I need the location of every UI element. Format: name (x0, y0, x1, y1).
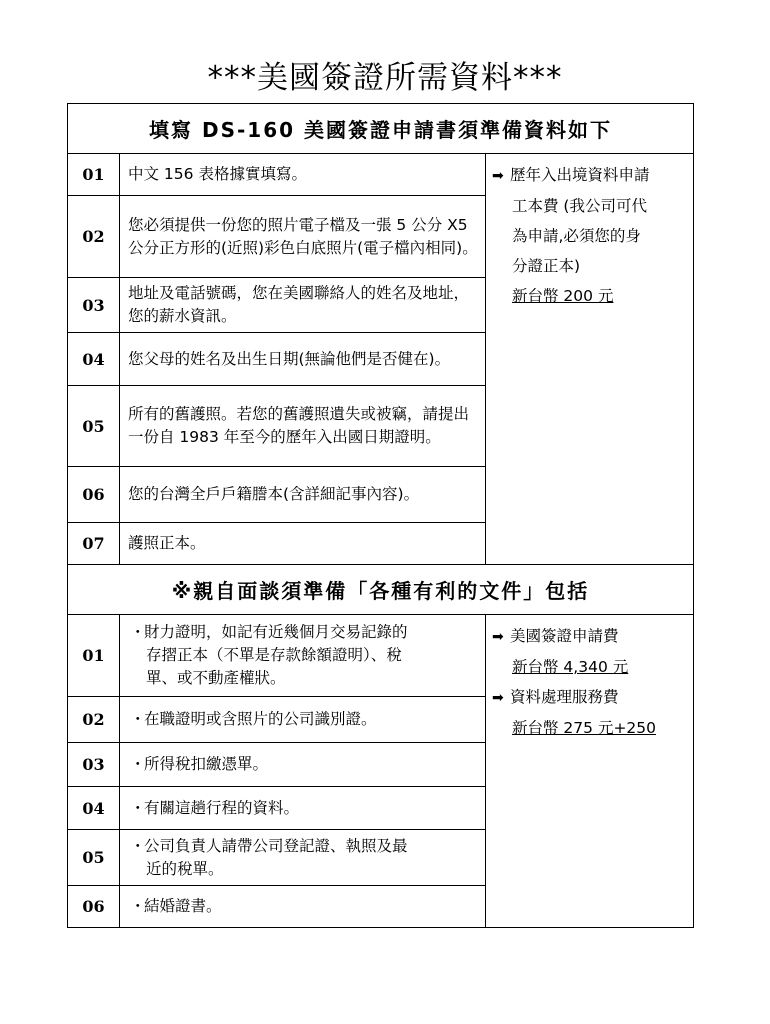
row-text: 地址及電話號碼，您在美國聯絡人的姓名及地址，您的薪水資訊。 (120, 278, 486, 333)
row-text: 護照正本。 (120, 523, 486, 565)
fee-item: 資料處理服務費 (510, 688, 619, 706)
row-text: 您必須提供一份您的照片電子檔及一張 5 公分 X5 公分正方形的(近照)彩色白底照片(電子檔內相同)。 (120, 196, 486, 278)
row-number: 03 (68, 278, 120, 333)
row-text-line: 公司負責人請帶公司登記證、執照及最 (144, 836, 408, 855)
section2-header-row (68, 565, 694, 615)
right-arrow-icon: ➡ (492, 629, 504, 645)
fee-amount: 新台幣 275 元+250 (512, 719, 657, 737)
row-text: 您的台灣全戶戶籍謄本(含詳細記事內容)。 (120, 467, 486, 523)
row-text (120, 615, 486, 697)
fee-amount: 新台幣 200 元 (512, 287, 614, 305)
bullet: ・ (130, 836, 146, 855)
right-arrow-icon: ➡ (492, 690, 504, 706)
section1-side-note (486, 154, 694, 565)
right-arrow-icon: ➡ (492, 168, 504, 184)
row-text-line: 結婚證書。 (144, 897, 222, 915)
section2-side-note (486, 615, 694, 928)
fee-item: 美國簽證申請費 (510, 627, 619, 645)
section1-header-row (68, 104, 694, 154)
row-number: 02 (68, 196, 120, 278)
row-text-line: 單、或不動產權狀。 (146, 669, 286, 687)
row-number: 06 (68, 467, 120, 523)
page-title: ***美國簽證所需資料*** (207, 60, 563, 96)
row-number: 03 (68, 743, 120, 787)
row-text-line: 所得稅扣繳憑單。 (144, 755, 269, 773)
bullet: ・ (130, 623, 146, 641)
row-text: 所有的舊護照。若您的舊護照遺失或被竊，請提出一份自 1983 年至今的歷年入出國日期證明。 (120, 386, 486, 467)
row-text-line: 在職證明或含照片的公司識別證。 (144, 710, 377, 728)
row-text (120, 886, 486, 928)
bullet: ・ (130, 798, 146, 817)
bullet: ・ (130, 897, 146, 915)
row-text-line: 有關這趟行程的資料。 (144, 798, 300, 817)
row-text (120, 787, 486, 830)
row-text: 您父母的姓名及出生日期(無論他們是否健在)。 (120, 333, 486, 386)
row-text-line: 近的稅單。 (146, 859, 224, 878)
row-text (120, 697, 486, 743)
row-number: 06 (68, 886, 120, 928)
table-row (68, 615, 694, 697)
row-number: 01 (68, 615, 120, 697)
row-text (120, 830, 486, 886)
row-number: 04 (68, 787, 120, 830)
side-note-line: 歷年入出境資料申請 (510, 166, 650, 184)
row-number: 02 (68, 697, 120, 743)
side-note-line: 分證正本) (512, 257, 581, 275)
bullet: ・ (130, 755, 146, 773)
row-text-line: 存摺正本（不單是存款餘額證明）、稅 (146, 646, 402, 664)
row-number: 01 (68, 154, 120, 196)
table-row (68, 154, 694, 196)
row-text: 中文 156 表格據實填寫。 (120, 154, 486, 196)
row-number: 05 (68, 830, 120, 886)
bullet: ・ (130, 710, 146, 728)
section1-header: 填寫 DS-160 美國簽證申請書須準備資料如下 (68, 104, 694, 154)
row-number: 04 (68, 333, 120, 386)
row-number: 07 (68, 523, 120, 565)
visa-requirements-table (67, 103, 694, 928)
fee-amount: 新台幣 4,340 元 (512, 658, 629, 676)
side-note-line: 為申請,必須您的身 (512, 227, 641, 245)
row-text-line: 財力證明，如記有近幾個月交易記錄的 (144, 623, 408, 641)
section2-header: ※親自面談須準備「各種有利的文件」包括 (68, 565, 694, 615)
side-note-line: 工本費 (我公司可代 (512, 197, 647, 215)
row-text (120, 743, 486, 787)
row-number: 05 (68, 386, 120, 467)
